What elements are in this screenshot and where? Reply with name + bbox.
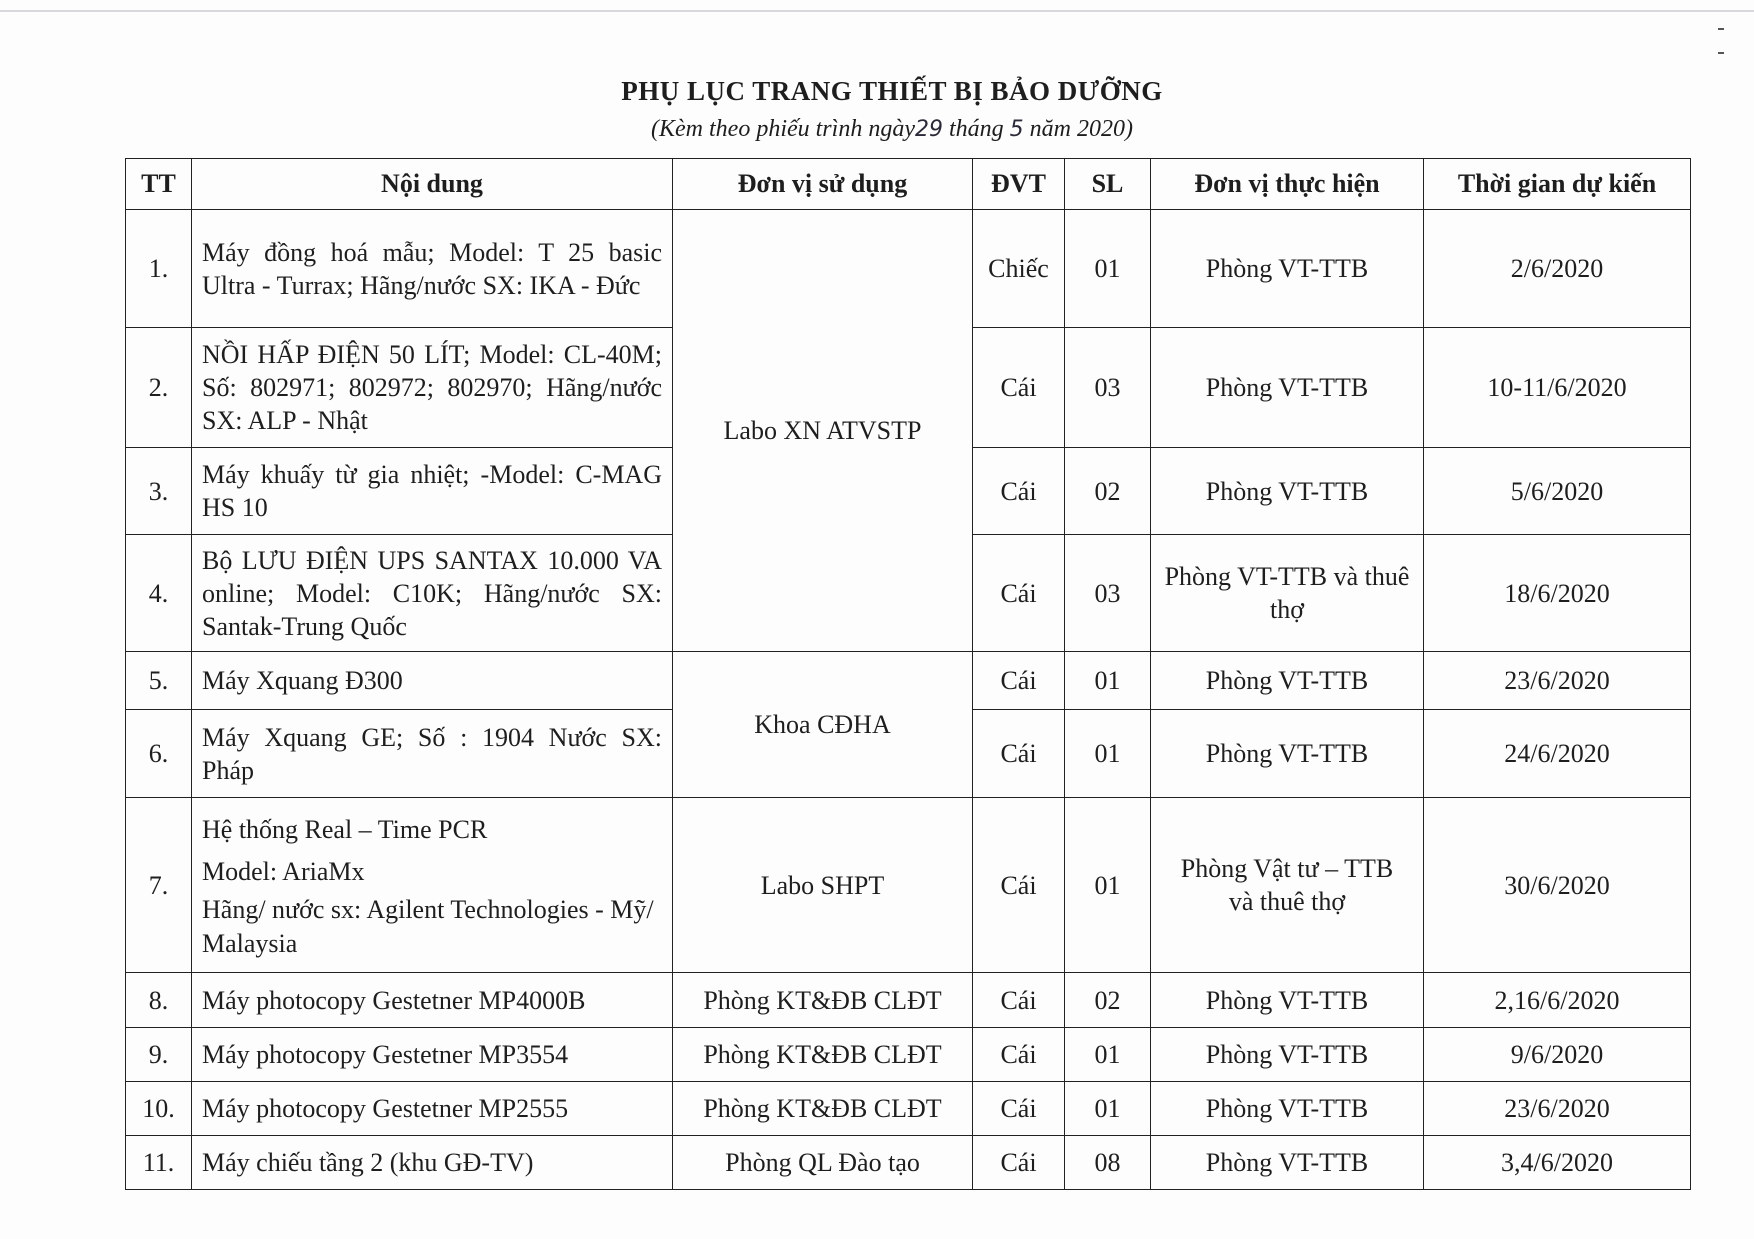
row-thuc-hien: Phòng VT-TTB và thuê thợ — [1151, 535, 1424, 652]
table-row — [126, 973, 1691, 1028]
handwritten-day: 29 — [914, 117, 943, 142]
row-thuc-hien: Phòng Vật tư – TTB và thuê thợ — [1151, 798, 1424, 973]
table-row — [126, 652, 1691, 710]
row-tt: 11. — [126, 1136, 192, 1190]
table-header-row — [126, 159, 1691, 210]
group-don-vi-labo-atvstp: Labo XN ATVSTP — [673, 210, 973, 652]
scan-edge-line — [0, 10, 1754, 12]
row-noi-dung: Máy Xquang Đ300 — [192, 652, 673, 710]
row-tt: 8. — [126, 973, 192, 1028]
document-title: PHỤ LỤC TRANG THIẾT BỊ BẢO DƯỠNG — [621, 76, 1163, 106]
row-tt: 7. — [126, 798, 192, 973]
row-dvt: Cái — [973, 710, 1065, 798]
row-dvt: Cái — [973, 973, 1065, 1028]
row-sl: 03 — [1065, 535, 1151, 652]
row-noi-dung: NỒI HẤP ĐIỆN 50 LÍT; Model: CL-40M; Số: 802971; 802972; 802970; Hãng/nước SX: ALP - Nhật — [192, 328, 673, 448]
row-thuc-hien: Phòng VT-TTB — [1151, 973, 1424, 1028]
row-thoi-gian: 23/6/2020 — [1424, 652, 1691, 710]
row-dvt: Cái — [973, 1028, 1065, 1082]
row-tt: 3. — [126, 448, 192, 535]
row-sl: 01 — [1065, 1082, 1151, 1136]
table-row — [126, 1028, 1691, 1082]
row-noi-dung: Bộ LƯU ĐIỆN UPS SANTAX 10.000 VA online; Model: C10K; Hãng/nước SX: Santak-Trung Quốc — [192, 535, 673, 652]
row-dvt: Cái — [973, 1082, 1065, 1136]
row-noi-dung-multiline — [192, 798, 673, 973]
row-tt: 9. — [126, 1028, 192, 1082]
table-row — [126, 1136, 1691, 1190]
subtitle-suffix: năm 2020) — [1029, 116, 1133, 142]
row-don-vi: Phòng KT&ĐB CLĐT — [673, 1028, 973, 1082]
header-thoi-gian: Thời gian dự kiến — [1424, 159, 1691, 210]
row-dvt: Cái — [973, 328, 1065, 448]
row-sl: 01 — [1065, 1028, 1151, 1082]
row-thoi-gian: 9/6/2020 — [1424, 1028, 1691, 1082]
equipment-table — [125, 158, 1691, 1190]
handwritten-month: 5 — [1009, 117, 1024, 142]
row-dvt: Chiếc — [973, 210, 1065, 328]
header-tt: TT — [126, 159, 192, 210]
header-sl: SL — [1065, 159, 1151, 210]
row-thoi-gian: 24/6/2020 — [1424, 710, 1691, 798]
row-dvt: Cái — [973, 448, 1065, 535]
row-thoi-gian: 23/6/2020 — [1424, 1082, 1691, 1136]
row-thuc-hien: Phòng VT-TTB — [1151, 448, 1424, 535]
row-sl: 02 — [1065, 448, 1151, 535]
row-noi-dung: Máy photocopy Gestetner MP3554 — [192, 1028, 673, 1082]
row-dvt: Cái — [973, 798, 1065, 973]
row-thoi-gian: 2/6/2020 — [1424, 210, 1691, 328]
header-don-vi-su-dung: Đơn vị sử dụng — [673, 159, 973, 210]
row-thuc-hien: Phòng VT-TTB — [1151, 1028, 1424, 1082]
row-sl: 03 — [1065, 328, 1151, 448]
row-sl: 01 — [1065, 798, 1151, 973]
row-sl: 02 — [1065, 973, 1151, 1028]
row-tt: 5. — [126, 652, 192, 710]
row-thuc-hien: Phòng VT-TTB — [1151, 1136, 1424, 1190]
row-dvt: Cái — [973, 1136, 1065, 1190]
row-noi-dung: Máy Xquang GE; Số : 1904 Nước SX: Pháp — [192, 710, 673, 798]
row-sl: 01 — [1065, 210, 1151, 328]
table-row — [126, 210, 1691, 328]
table-row — [126, 798, 1691, 973]
row-noi-dung: Máy chiếu tầng 2 (khu GĐ-TV) — [192, 1136, 673, 1190]
row-noi-dung: Máy photocopy Gestetner MP2555 — [192, 1082, 673, 1136]
row-noi-dung: Máy đồng hoá mẫu; Model: T 25 basic Ultra - Turrax; Hãng/nước SX: IKA - Đức — [192, 210, 673, 328]
row-dvt: Cái — [973, 535, 1065, 652]
table-row — [126, 1082, 1691, 1136]
row-sl: 08 — [1065, 1136, 1151, 1190]
row-thoi-gian: 10-11/6/2020 — [1424, 328, 1691, 448]
group-don-vi-khoa-cdha: Khoa CĐHA — [673, 652, 973, 798]
pcr-system-line: Hệ thống Real – Time PCR — [202, 815, 488, 844]
row-thuc-hien: Phòng VT-TTB — [1151, 328, 1424, 448]
row-sl: 01 — [1065, 710, 1151, 798]
row-tt: 1. — [126, 210, 192, 328]
row-thuc-hien: Phòng VT-TTB — [1151, 1082, 1424, 1136]
document-subtitle — [0, 116, 1754, 143]
row-thoi-gian: 3,4/6/2020 — [1424, 1136, 1691, 1190]
row-tt: 4. — [126, 535, 192, 652]
header-noi-dung: Nội dung — [192, 159, 673, 210]
row-thuc-hien: Phòng VT-TTB — [1151, 652, 1424, 710]
row-thoi-gian: 5/6/2020 — [1424, 448, 1691, 535]
header-dvt: ĐVT — [973, 159, 1065, 210]
row-thoi-gian: 30/6/2020 — [1424, 798, 1691, 973]
row-tt: 6. — [126, 710, 192, 798]
pcr-model-line: Model: AriaMx — [202, 857, 365, 886]
group-don-vi-labo-shpt: Labo SHPT — [673, 798, 973, 973]
header-don-vi-thuc-hien: Đơn vị thực hiện — [1151, 159, 1424, 210]
row-thoi-gian: 2,16/6/2020 — [1424, 973, 1691, 1028]
row-don-vi: Phòng QL Đào tạo — [673, 1136, 973, 1190]
row-tt: 10. — [126, 1082, 192, 1136]
subtitle-prefix: (Kèm theo phiếu trình ngày — [651, 116, 915, 142]
row-don-vi: Phòng KT&ĐB CLĐT — [673, 973, 973, 1028]
row-thuc-hien: Phòng VT-TTB — [1151, 210, 1424, 328]
row-noi-dung: Máy photocopy Gestetner MP4000B — [192, 973, 673, 1028]
row-sl: 01 — [1065, 652, 1151, 710]
row-don-vi: Phòng KT&ĐB CLĐT — [673, 1082, 973, 1136]
row-thuc-hien: Phòng VT-TTB — [1151, 710, 1424, 798]
row-thoi-gian: 18/6/2020 — [1424, 535, 1691, 652]
row-noi-dung: Máy khuấy từ gia nhiệt; -Model: C-MAG HS 10 — [192, 448, 673, 535]
row-tt: 2. — [126, 328, 192, 448]
subtitle-month-label: tháng — [948, 116, 1004, 142]
row-dvt: Cái — [973, 652, 1065, 710]
pcr-maker-line: Hãng/ nước sx: Agilent Technologies - Mỹ/ Malaysia — [202, 895, 654, 958]
